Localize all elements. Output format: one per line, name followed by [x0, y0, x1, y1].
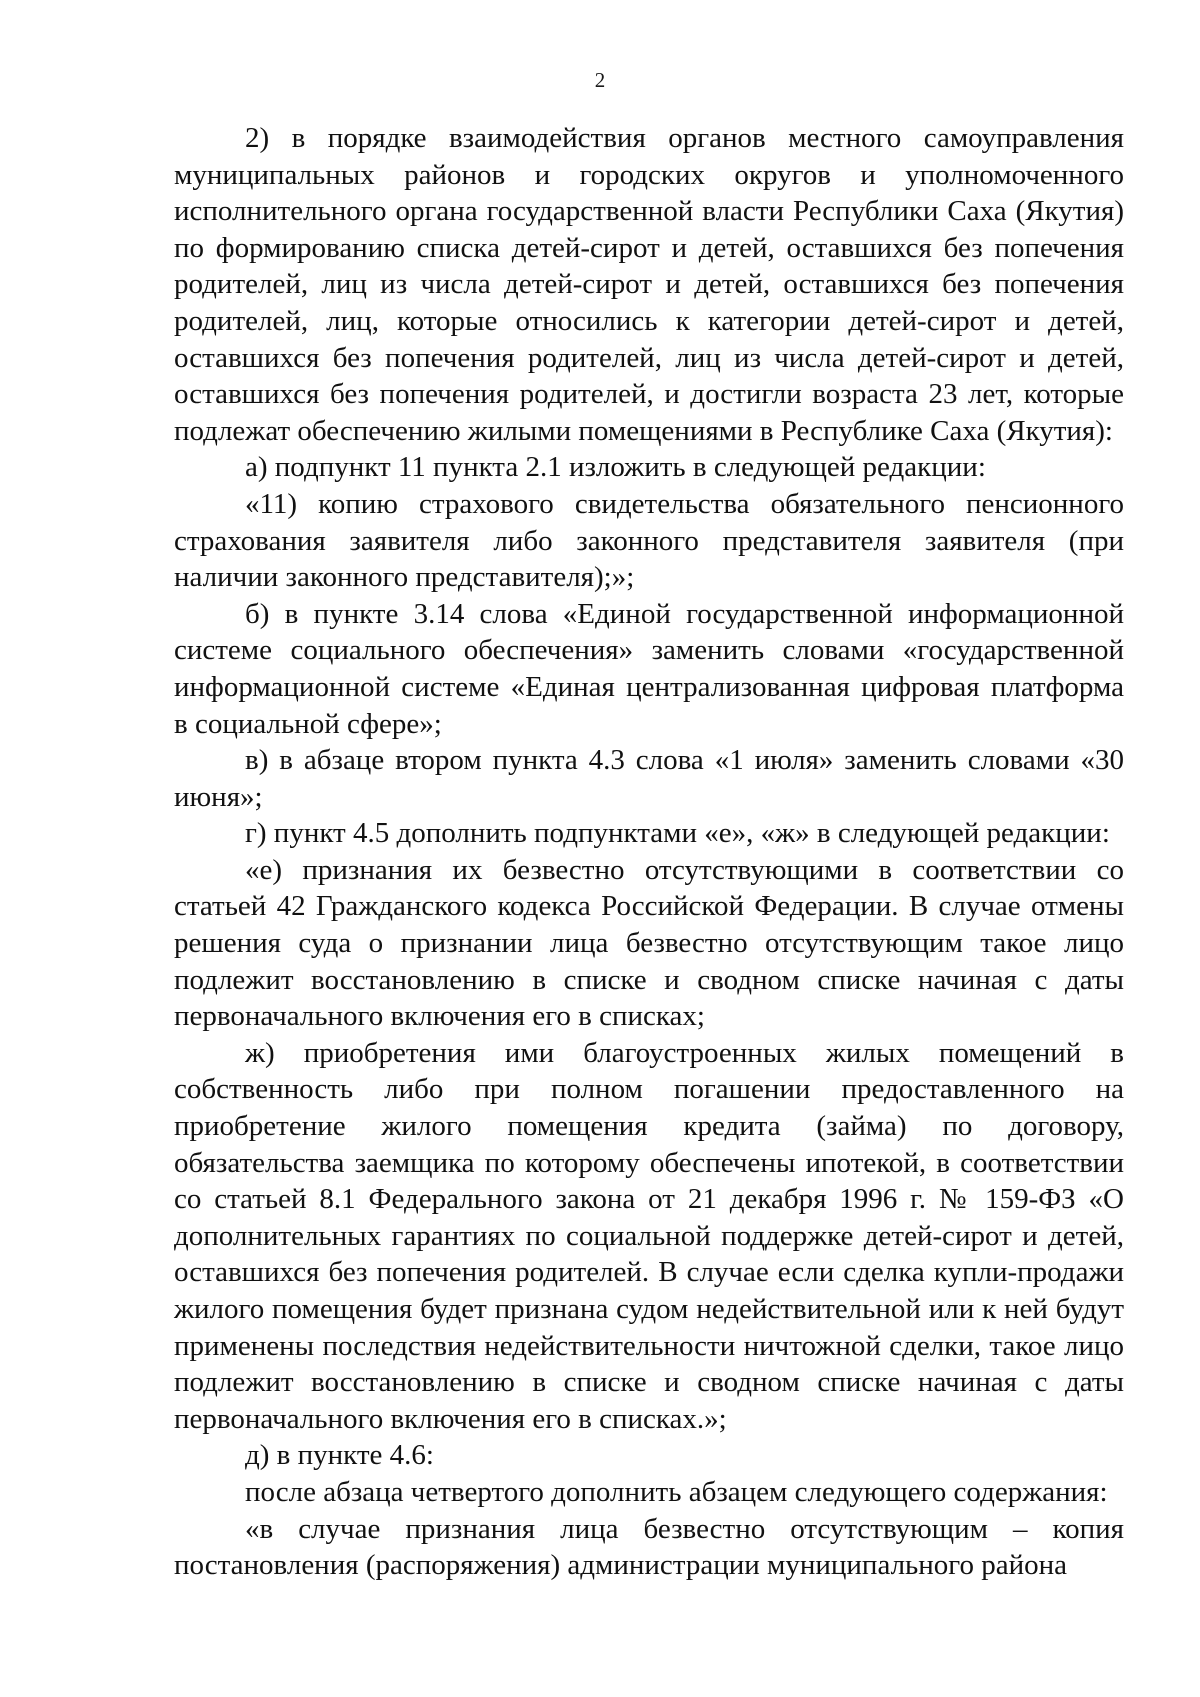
page-number: 2	[594, 68, 606, 92]
paragraph-quote-zh: ж) приобретения ими благоустроенных жилых помещений в собственность либо при полном погашении предоставленного на приобретение жилого помещения кредита (займа) по договору, обязательства заемщика по которому обеспечены ипотекой, в соответствии со статьей 8.1 Федерального закона от 21 декабря 1996 г. № 159-ФЗ «О дополнительных гарантиях по социальной поддержке детей-сирот и детей, оставшихся без попечения родителей. В случае если сделка купли-продажи жилого помещения будет признана судом недействительной или к ней будут применены последствия недействительности ничтожной сделки, такое лицо подлежит восстановлению в списке и сводном списке начиная с даты первоначального включения его в списках.»;	[174, 1036, 1124, 1435]
paragraph-subitem-b: б) в пункте 3.14 слова «Единой государственной информационной системе социального обеспечения» заменить словами «государственной информационной системе «Единая централизованная цифровая платформа в социальной сфере»;	[174, 597, 1124, 740]
document-body	[174, 120, 1124, 1584]
paragraph-quote-case: «в случае признания лица безвестно отсутствующим – копия постановления (распоряжения) администрации муниципального района	[174, 1512, 1124, 1582]
paragraph-subitem-v: в) в абзаце втором пункта 4.3 слова «1 июля» заменить словами «30 июня»;	[174, 744, 1124, 813]
paragraph-insert-note: после абзаца четвертого дополнить абзацем следующего содержания:	[245, 1475, 1108, 1508]
paragraph-subitem-d: д) в пункте 4.6:	[245, 1439, 434, 1472]
paragraph-subitem-a: а) подпункт 11 пункта 2.1 изложить в следующей редакции:	[245, 451, 986, 484]
paragraph-quote-11: «11) копию страхового свидетельства обязательного пенсионного страхования заявителя либо законного представителя заявителя (при наличии законного представителя);»;	[174, 487, 1124, 594]
paragraph-quote-e: «е) признания их безвестно отсутствующими в соответствии со статьей 42 Гражданского кодекса Российской Федерации. В случае отмены решения суда о признании лица безвестно отсутствующим такое лицо подлежит восстановлению в списке и сводном списке начиная с даты первоначального включения его в списках;	[174, 853, 1124, 1033]
paragraph-item-2: 2) в порядке взаимодействия органов местного самоуправления муниципальных районов и городских округов и уполномоченного исполнительного органа государственной власти Республики Саха (Якутия) по формированию списка детей-сирот и детей, оставшихся без попечения родителей, лиц из числа детей-сирот и детей, оставшихся без попечения родителей, лиц, которые относились к категории детей-сирот и детей, оставшихся без попечения родителей, лиц из числа детей-сирот и детей, оставшихся без попечения родителей, и достигли возраста 23 лет, которые подлежат обеспечению жилыми помещениями в Республике Саха (Якутия):	[174, 122, 1124, 447]
paragraph-subitem-g: г) пункт 4.5 дополнить подпунктами «е», «ж» в следующей редакции:	[245, 817, 1110, 850]
